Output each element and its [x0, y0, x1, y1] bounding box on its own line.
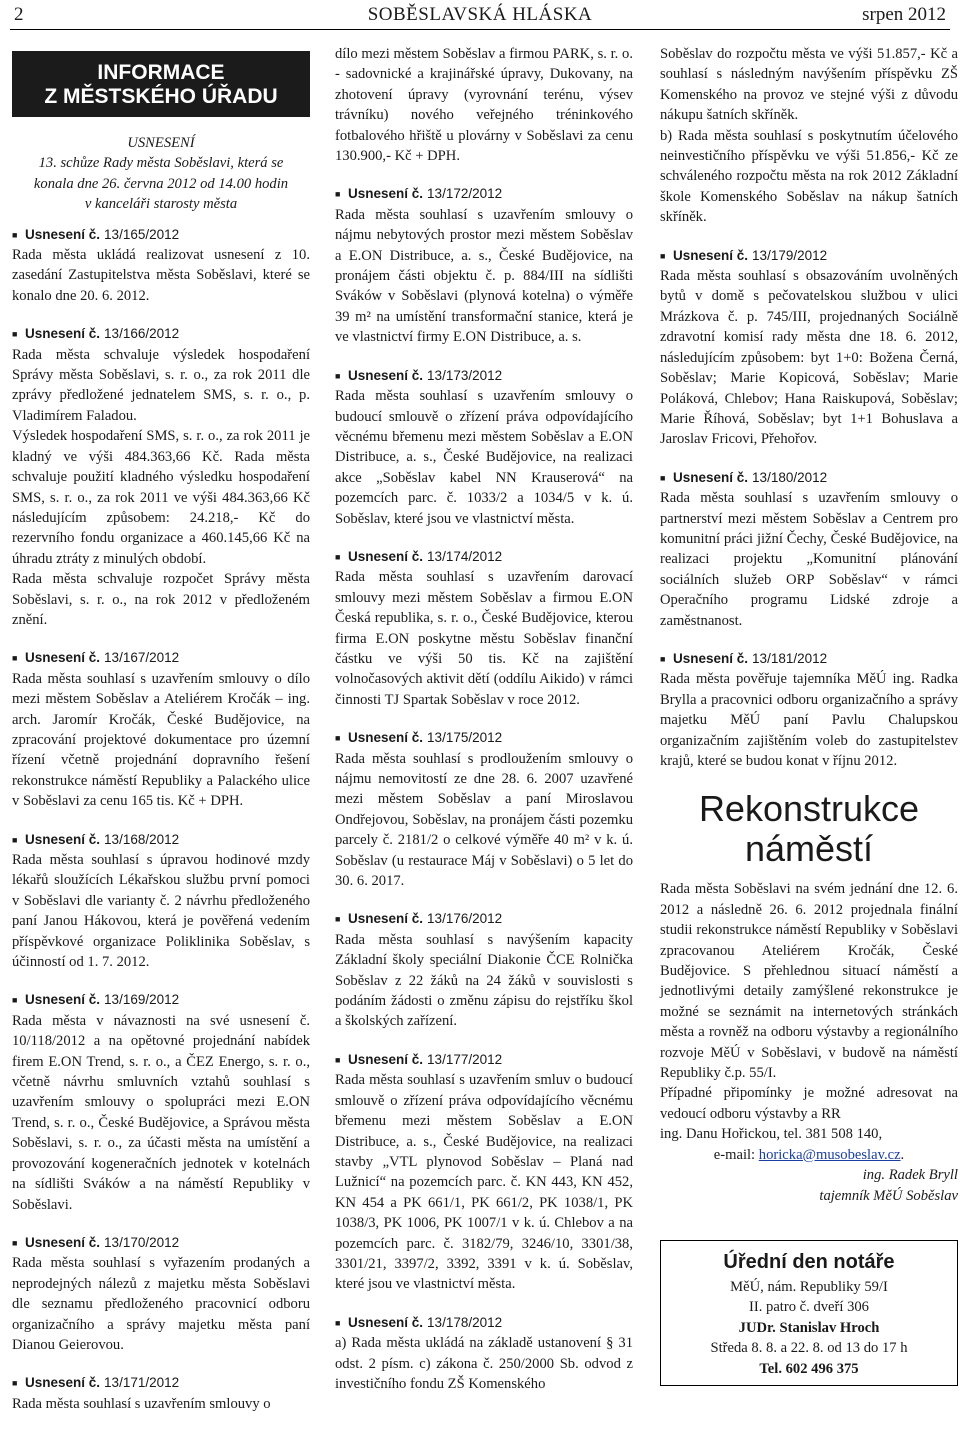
resolution-title: Usnesení č. — [25, 650, 101, 666]
resolution-text: Rada města souhlasí s uzavřením smlouvy o dílo mezi městem Soběslav a Ateliérem Kročák – ing. arch. Jaromír Kročák, České Budějovice, na zpracování projektové dokumentace pro územní řízení včetně projednání dopravního řešení rekonstrukce náměstí Republiky a Palackého ulice v Soběslavi za cenu 165 tis. Kč + DPH. — [12, 670, 310, 810]
column-3 — [660, 44, 958, 1386]
headline-line: náměstí — [744, 828, 874, 870]
issue-date: srpen 2012 — [862, 4, 946, 25]
resolution-intro — [12, 133, 310, 215]
resolution-number: 13/176/2012 — [427, 911, 503, 927]
square-bullet-icon: ■ — [12, 653, 18, 664]
resolution-text: Rada města souhlasí s obsazováním uvolněných bytů v domě s pečovatelskou službou v ulici Mrázkova č. p. 745/III, projednaných Sociálně zdravotní komisí rady města dne 18. 6. 2012, následujícím způsobem: byt 1+0: Božena Černá, Soběslav; Marie Kopicová, Soběslav; Marie Poláková, Chlebov; Hana Raiskupová, Soběslav; Marie Říhová, Soběslav; byt 1+1 Bohuslava a Jaroslav Fricovi, Přehořov. — [660, 268, 958, 448]
resolution-text: Rada města schvaluje výsledek hospodaření Správy města Soběslavi, s. r. o., za rok 2011 dle zprávy předložené jednatelem SMS, s. r. o., p. Vladimírem Faladou. Výsledek hospodaření SMS, s. r. o., za rok 2011 je kladný ve výši 484.363,66 Kč. Rada města schvaluje použití kladného výsledku hospodaření SMS, s. r. o., za rok 2011 ve výši 484.363,66 Kč následujícím způsobem: 24.218,- Kč do rezervního fondu organizace a 460.145,66 Kč na úhradu ztráty z minulých období. Rada města schvaluje rozpočet Správy města Soběslavi, s. r. o., na rok 2012 v předloženém znění. — [12, 346, 310, 628]
resolution-heading — [335, 728, 633, 748]
resolution-title: Usnesení č. — [348, 1314, 424, 1330]
resolution-number: 13/171/2012 — [104, 1375, 180, 1391]
resolution-number: 13/169/2012 — [104, 992, 180, 1008]
article-headline — [660, 789, 958, 869]
resolution-number: 13/166/2012 — [104, 326, 180, 342]
notary-phone: Tel. 602 496 375 — [759, 1360, 859, 1377]
resolution-title: Usnesení č. — [25, 831, 101, 847]
resolution-item — [335, 184, 633, 347]
email-link[interactable]: horicka@musobeslav.cz — [758, 1146, 901, 1163]
resolution-heading — [12, 1233, 310, 1253]
notary-address: MěÚ, nám. Republiky 59/I — [730, 1278, 888, 1295]
resolution-title: Usnesení č. — [25, 326, 101, 342]
resolution-title: Usnesení č. — [673, 247, 749, 263]
resolution-item — [335, 547, 633, 710]
resolution-text: Rada města souhlasí s uzavřením smluv o budoucí smlouvě o zřízení práva odpovídajícího věcnému břemenu mezi městem Soběslav a E.ON Distribuce, a. s., České Budějovice, na realizaci stavby „VTL plynovod Soběslav – Planá nad Lužnicí“ na pozemcích parc. č. KN 443, KN 452, KN 454 a PK 661/1, PK 661/2, PK 1038/1, PK 1038/3, PK 1006, PK 1007/1 v k. ú. Chlebov a na pozemcích parc. č. 3182/79, 3246/10, 3301/38, 3301/21, 3397/2, 3392, 3391 v k. ú. Soběslav, které jsou ve vlastnictví města. — [335, 1072, 633, 1293]
resolution-heading — [335, 1313, 633, 1333]
resolution-number: 13/178/2012 — [427, 1314, 503, 1330]
square-bullet-icon: ■ — [660, 653, 666, 664]
resolution-number: 13/179/2012 — [752, 247, 828, 263]
resolution-heading — [12, 990, 310, 1010]
article-signature: ing. Radek Bryll tajemník MěÚ Soběslav — [819, 1167, 958, 1204]
resolution-text: Rada města ukládá realizovat usnesení z 10. zasedání Zastupitelstva města Soběslavi, které se konalo dne 20. 6. 2012. — [12, 247, 310, 304]
resolution-heading — [12, 648, 310, 668]
resolution-heading — [660, 468, 958, 488]
resolution-item — [12, 324, 310, 630]
square-bullet-icon: ■ — [12, 1237, 18, 1248]
square-bullet-icon: ■ — [12, 995, 18, 1006]
resolution-item — [335, 728, 633, 891]
resolution-text: Rada města souhlasí s uzavřením darovací smlouvy mezi městem Soběslav a firmou E.ON Česká republika, s. r. o., České Budějovice, kterou firma E.ON poskytne městu Soběslav finanční částku ve výši 50 tis. Kč na zajištění volnočasových aktivit dětí (oddílu Aikido) v rámci činnosti TJ Spartak Soběslav v roce 2012. — [335, 569, 633, 708]
resolution-title: Usnesení č. — [673, 469, 749, 485]
intro-heading: USNESENÍ — [127, 135, 195, 151]
resolution-text: Soběslav do rozpočtu města ve výši 51.857,- Kč a souhlasí s následným navýšením příspěvku ZŠ Komenského na provoz ve stejné výši z důvodu nákupu šatních skříněk. b) Rada města souhlasí s poskytnutím účelového neinvestičního příspěvku ve výši 51.856,- Kč ze schváleného rozpočtu města na rok 2012 Základní škole Komenského Soběslav na nákup šatních skříněk. — [660, 46, 958, 226]
intro-line: 13. schůze Rady města Soběslavi, která se — [38, 155, 284, 172]
notary-room: II. patro č. dveří 306 — [749, 1299, 869, 1316]
resolution-list — [12, 225, 310, 1415]
article-rekonstrukce — [660, 789, 958, 1206]
square-bullet-icon: ■ — [12, 834, 18, 845]
resolution-text: Rada města v návaznosti na své usnesení č. 10/118/2012 a na opětovné projednání nabídek firem E.ON Trend, s. r. o., a ČEZ Energo, s. r. o., včetně návrhu smluvních vztahů souhlasí s uzavřením smlouvy o spolupráci mezi E.ON Trend, s. r. o., České Budějovice, a Správou města Soběslavi, s. r. o., za účasti města na umístění a provozování kogeneračních jednotek v kotelnách na sídlišti Sváków a na náměstí Republiky v Soběslavi. — [12, 1012, 310, 1213]
info-box-line1: INFORMACE — [97, 61, 225, 84]
intro-line: v kanceláři starosty města — [84, 196, 238, 213]
square-bullet-icon: ■ — [335, 733, 341, 744]
square-bullet-icon: ■ — [335, 1054, 341, 1065]
intro-line: konala dne 26. června 2012 od 14.00 hodin — [33, 175, 289, 192]
resolution-number: 13/170/2012 — [104, 1234, 180, 1250]
resolution-heading — [335, 547, 633, 567]
resolution-item — [660, 468, 958, 631]
resolution-text: Rada města souhlasí s uzavřením smlouvy o nájmu nebytových prostor mezi městem Soběslav a E.ON Distribuce, a. s., České Budějovice, na pronájem části objektu č. p. 884/III na sídlišti Sváków v Soběslavi (plynová kotelna) o výměře 39 m² na umístění transformační stanice, která je ve vlastnictví firmy E.ON Distribuce, a. s. — [335, 206, 633, 346]
resolution-text: Rada města souhlasí s úpravou hodinové mzdy lékařů sloužících Lékařskou službu první pomoci v Soběslavi dle varianty č. 2 návrhu předloženého paní Janou Hákovou, která je pověřená vedením příspěvkové organizace Poliklinika Soběslav, s účinností od 1. 7. 2012. — [12, 852, 310, 971]
resolution-item — [12, 990, 310, 1214]
resolution-number: 13/172/2012 — [427, 186, 503, 202]
resolution-text: Rada města souhlasí s vyřazením prodaných a neprodejných nálezů z majetku města Soběslavi dle seznamu předloženého pracovnicí odboru organizačního a správy majetku města paní Dianou Geierovou. — [12, 1255, 310, 1353]
resolution-text: a) Rada města ukládá na základě ustanovení § 31 odst. 2 písm. c) zákona č. 250/2000 Sb. odvod z investičního fondu ZŠ Komenského — [335, 1335, 633, 1392]
column-2 — [335, 44, 633, 1412]
page-number: 2 — [14, 4, 24, 25]
resolution-heading — [335, 184, 633, 204]
resolution-number: 13/180/2012 — [752, 469, 828, 485]
resolution-title: Usnesení č. — [25, 226, 101, 242]
resolution-item — [335, 366, 633, 529]
resolution-heading — [335, 366, 633, 386]
article-email-line — [660, 1145, 958, 1165]
resolution-list — [335, 44, 633, 1394]
resolution-item — [12, 830, 310, 973]
resolution-number: 13/167/2012 — [104, 650, 180, 666]
resolution-text: Rada města souhlasí s navýšením kapacity Základní školy speciální Diakonie ČCE Rolnička Soběslav z 22 žáků na 24 žáků v souvislosti s podáním žádosti o změnu zápisu do rejstříku škol a školských zařízení. — [335, 931, 633, 1030]
resolution-title: Usnesení č. — [348, 1051, 424, 1067]
square-bullet-icon: ■ — [12, 1378, 18, 1389]
resolution-item — [335, 44, 633, 166]
resolution-heading — [12, 1373, 310, 1393]
resolution-text: Rada města souhlasí s uzavřením smlouvy o budoucí smlouvě o zřízení práva odpovídajícího věcnému břemenu mezi městem Soběslav a E.ON Distribuce, a. s., České Budějovice, na realizaci akce „Soběslav kabel NN Krauserová“ na pozemcích parc. č. 1033/2 a 1034/5 v k. ú. Soběslav, které jsou ve vlastnictví města. — [335, 388, 633, 527]
resolution-number: 13/175/2012 — [427, 730, 503, 746]
square-bullet-icon: ■ — [335, 1317, 341, 1328]
resolution-heading — [335, 1050, 633, 1070]
resolution-text: dílo mezi městem Soběslav a firmou PARK, s. r. o. - sadovnické a krajinářské úpravy, Dukovany, na zhotovení úpravy (vyrovnání terénu, výsev trávníku) nového veřejného tréninkového fotbalového hřiště u plovárny v Soběslavi za cenu 130.900,- Kč + DPH. — [335, 46, 633, 165]
resolution-number: 13/181/2012 — [752, 650, 828, 666]
square-bullet-icon: ■ — [660, 472, 666, 483]
resolution-number: 13/174/2012 — [427, 548, 503, 564]
email-suffix: . — [900, 1146, 905, 1163]
resolution-heading — [335, 909, 633, 929]
resolution-title: Usnesení č. — [25, 1234, 101, 1250]
notary-title: Úřední den notáře — [723, 1250, 895, 1273]
square-bullet-icon: ■ — [335, 189, 341, 200]
resolution-title: Usnesení č. — [348, 730, 424, 746]
square-bullet-icon: ■ — [335, 914, 341, 925]
resolution-heading — [660, 649, 958, 669]
resolution-item — [660, 246, 958, 450]
resolution-item — [12, 225, 310, 307]
resolution-title: Usnesení č. — [348, 548, 424, 564]
resolution-heading — [12, 830, 310, 850]
resolution-title: Usnesení č. — [348, 367, 424, 383]
resolution-list — [660, 44, 958, 771]
info-box-line2: Z MĚSTSKÉHO ÚŘADU — [44, 85, 278, 108]
resolution-heading — [12, 225, 310, 245]
newspaper-title: SOBĚSLAVSKÁ HLÁSKA — [367, 4, 593, 25]
resolution-heading — [12, 324, 310, 344]
resolution-title: Usnesení č. — [348, 911, 424, 927]
headline-line: Rekonstrukce — [698, 788, 920, 830]
email-label: e-mail: — [713, 1146, 756, 1163]
square-bullet-icon: ■ — [335, 551, 341, 562]
resolution-text: Rada města souhlasí s uzavřením smlouvy o — [12, 1395, 271, 1412]
notary-name: JUDr. Stanislav Hroch — [738, 1319, 880, 1336]
article-body: Rada města Soběslavi na svém jednání dne 12. 6. 2012 a následně 26. 6. 2012 projednala finální studii rekonstrukce náměstí Republiky v Soběslavi zpracovanou Ateliérem Kročák, České Budějovice. S přehlednou situací náměstí a jednotlivými detaily zamýšlené rekonstrukce je možné se seznámit na internetových stránkách města a rovněž na odboru výstavby a regionálního rozvoje MěÚ v Soběslavi, v budově na náměstí Republiky č.p. 55/I. Případné připomínky je možné adresovat na vedoucí odboru výstavby a RR ing. Danu Hořickou, tel. 381 508 140, — [660, 881, 958, 1143]
resolution-title: Usnesení č. — [673, 650, 749, 666]
resolution-number: 13/168/2012 — [104, 831, 180, 847]
resolution-number: 13/173/2012 — [427, 367, 503, 383]
resolution-item — [12, 1233, 310, 1355]
resolution-title: Usnesení č. — [25, 1375, 101, 1391]
resolution-item — [335, 1313, 633, 1395]
resolution-item — [335, 1050, 633, 1295]
square-bullet-icon: ■ — [660, 250, 666, 261]
column-1 — [12, 44, 310, 1432]
resolution-item — [660, 44, 958, 228]
resolution-text: Rada města souhlasí s prodloužením smlouvy o nájmu nemovitostí ze dne 28. 6. 2007 uzavřené mezi městem Soběslav a paní Miroslavou Ondřejovou, Soběslav, na pronájem části pozemku parcely č. 2181/2 o celkové výměře 40 m² v k. ú. Soběslav (u restaurace Máj v Soběslavi) o 5 let do 30. 6. 2017. — [335, 750, 633, 890]
page-header — [10, 0, 950, 30]
notary-box — [660, 1240, 958, 1386]
notary-hours: Středa 8. 8. a 22. 8. od 13 do 17 h — [710, 1340, 908, 1357]
resolution-item — [12, 1373, 310, 1414]
resolution-item — [660, 649, 958, 771]
resolution-text: Rada města pověřuje tajemníka MěÚ ing. Radka Brylla a pracovnici odboru organizačního a správy majetku MěÚ paní Pavlu Chalupskou organizačním zajištěním voleb do zastupitelstev krajů, které se budou konat v říjnu 2012. — [660, 671, 958, 769]
resolution-item — [335, 909, 633, 1031]
square-bullet-icon: ■ — [335, 370, 341, 381]
resolution-heading — [660, 246, 958, 266]
resolution-title: Usnesení č. — [348, 186, 424, 202]
resolution-text: Rada města souhlasí s uzavřením smlouvy o partnerství mezi městem Soběslav a Centrem pro komunitní práci jižní Čechy, České Budějovice, na realizaci projektu „Komunitní plánování sociálních služeb ORP Soběslav“ v rámci Operačního programu Lidské zdroje a zaměstnanost. — [660, 490, 958, 629]
square-bullet-icon: ■ — [12, 329, 18, 340]
resolution-title: Usnesení č. — [25, 992, 101, 1008]
resolution-number: 13/177/2012 — [427, 1051, 503, 1067]
square-bullet-icon: ■ — [12, 229, 18, 240]
resolution-item — [12, 648, 310, 811]
info-box — [12, 51, 310, 117]
resolution-number: 13/165/2012 — [104, 226, 180, 242]
